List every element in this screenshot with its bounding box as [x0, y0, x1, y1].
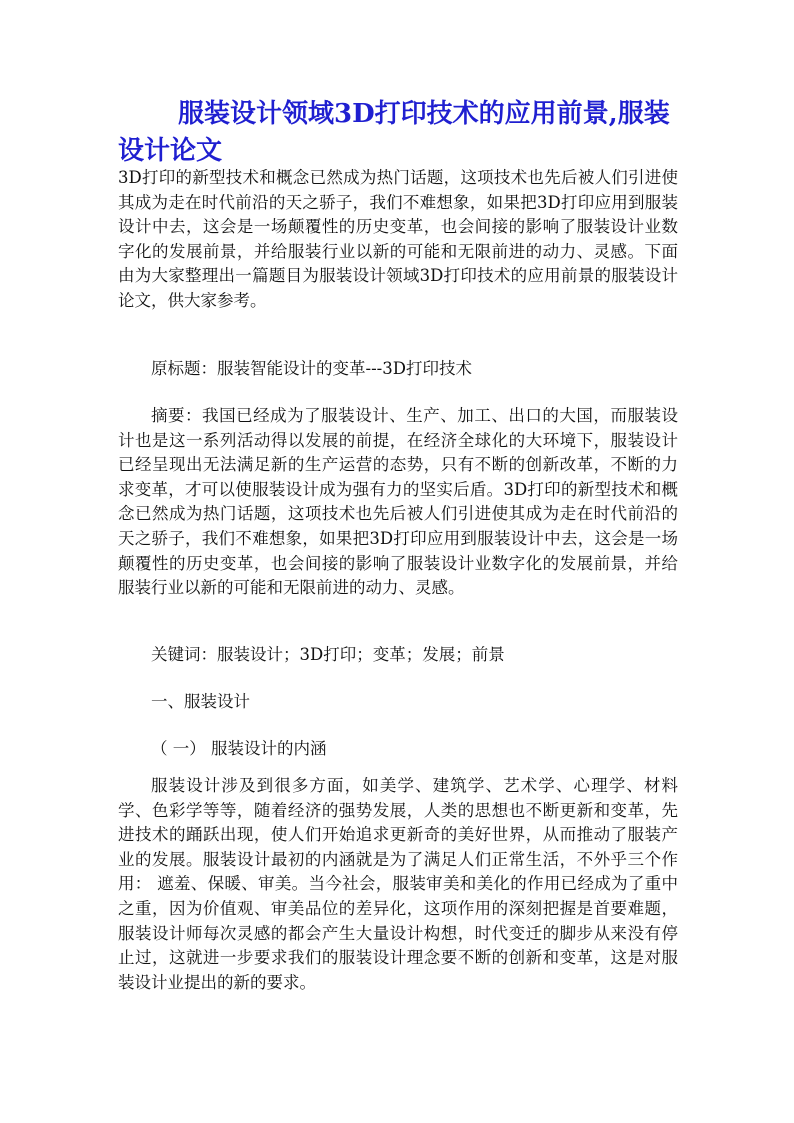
subsection-heading: （ 一） 服装设计的内涵 [151, 739, 327, 758]
document-title [118, 96, 678, 170]
title-text: 服装设计领域3D打印技术的应用前景,服装设计论文 [118, 99, 670, 166]
original-title: 原标题：服装智能设计的变革---3D打印技术 [151, 359, 472, 378]
abstract-paragraph: 摘要：我国已经成为了服装设计、生产、加工、出口的大国，而服装设计也是这一系列活动得以发展的前提，在经济全球化的大环境下，服装设计已经呈现出无法满足新的生产运营的态势，只有不断的创新改革，不断的力求变革，才可以使服装设计成为强有力的坚实后盾。3D打印的新型技术和概念已然成为热门话题，这项技术也先后被人们引进使其成为走在时代前沿的天之骄子，我们不难想象，如果把3D打印应用到服装设计中去，这会是一场颠覆性的历史变革，也会间接的影响了服装设计业数字化的发展前景，并给服装行业以新的可能和无限前进的动力、灵感。 [118, 406, 678, 598]
intro-paragraph: 3D打印的新型技术和概念已然成为热门话题，这项技术也先后被人们引进使其成为走在时代前沿的天之骄子，我们不难想象，如果把3D打印应用到服装设计中去，这会是一场颠覆性的历史变革，也会间接的影响了服装设计业数字化的发展前景，并给服装行业以新的可能和无限前进的动力、灵感。下面由为大家整理出一篇题目为服装设计领域3D打印技术的应用前景的服装设计论文，供大家参考。 [118, 168, 678, 310]
body-paragraph: 服装设计涉及到很多方面，如美学、建筑学、艺术学、心理学、材料学、色彩学等等，随着经济的强势发展，人类的思想也不断更新和变革，先进技术的踊跃出现，使人们开始追求更新奇的美好世界，从而推动了服装产业的发展。服装设计最初的内涵就是为了满足人们正常生活，不外乎三个作用： 遮羞、保暖、审美。当今社会，服装审美和美化的作用已经成为了重中之重，因为价值观、审美品位的差异化，这项作用的深刻把握是首要难题，服装设计师每次灵感的都会产生大量设计构想，时代变迁的脚步从来没有停止过，这就进一步要求我们的服装设计理念要不断的创新和变革，这是对服装设计业提出的新的要求。 [118, 776, 678, 992]
section-heading: 一、服装设计 [151, 692, 250, 711]
keywords-line: 关键词：服装设计；3D打印；变革；发展；前景 [151, 645, 505, 664]
